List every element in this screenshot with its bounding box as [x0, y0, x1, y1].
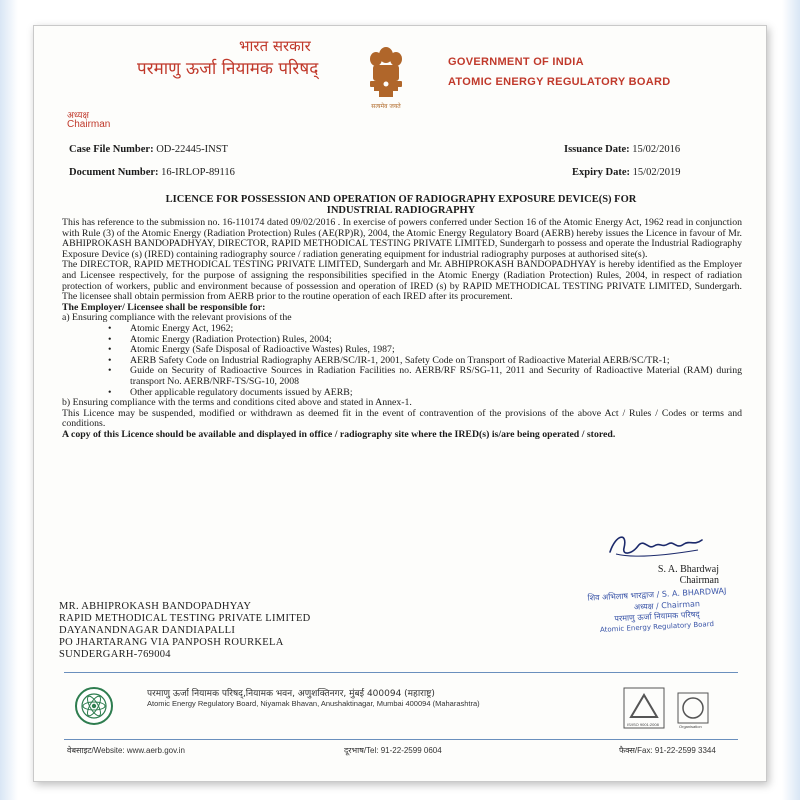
- list-item: • Guide on Security of Radioactive Sources in Radiation Facilities no. AERB/RF RS/SG-11, 2011 and Security of Radioactive Material (RAM) during transport No. AERB/NRF-TS/SG-10, 2008: [108, 366, 742, 387]
- paragraph-reference: This has reference to the submission no. 16-110174 dated 09/02/2016 . In exercise of powers conferred under Section 16 of the Atomic Energy Act, 1962 read in conjunction with Rule (3) of the Atomic Energy (Radiation Protection) Rules (AE(RP)R), 2004, the Atomic Energy Regulatory Board (AERB) hereby issues the Licence in favour of Mr. ABHIPROKASH BANDOPADHYAY, DIRECTOR, RAPID METHODICAL TESTING PRIVATE LIMITED, Sundergarh to possess and operate the Industrial Radiography Exposure Device (s) (IRED) containing radiography source / radiation generating equipment for industrial radiography purposes at authorised site(s).: [62, 217, 742, 260]
- chairman-hindi: अध्यक्ष: [67, 111, 89, 121]
- expiry-label: Expiry Date:: [572, 167, 631, 178]
- item-b: b) Ensuring compliance with the terms and conditions cited above and stated in Annex-1.: [62, 397, 412, 409]
- national-emblem-icon: [361, 41, 411, 109]
- handwritten-signature: [602, 524, 712, 564]
- case-file-number: [69, 144, 228, 155]
- footer-telephone: दूरभाष/Tel: 91-22-2599 0604: [344, 746, 442, 755]
- footer-english-address: Atomic Energy Regulatory Board, Niyamak Bhavan, Anushaktinagar, Mumbai 400094 (Maharashtra): [147, 699, 480, 708]
- official-stamp: [582, 586, 732, 634]
- list-item: • Atomic Energy (Safe Disposal of Radioactive Wastes) Rules, 1987;: [108, 345, 742, 356]
- stamp-line1: शिव अभिलाष भारद्वाज / S. A. BHARDWAJ: [587, 586, 727, 603]
- paragraph-employer: The DIRECTOR, RAPID METHODICAL TESTING PRIVATE LIMITED, Sundergarh and Mr. ABHIPROKASH BANDOPADHYAY is hereby identified as the Employer and Licensee respectively, for the purpose of assigning the responsibilities specified in the Atomic Energy (Radiation Protection) Rules, 2004, in respect of radiation protection of workers, public and environment because of possession and operation of IRED (s) by RAPID METHODICAL TESTING PRIVATE LIMITED, Sundergarh. The licensee shall obtain permission from AERB prior to the routine operation of each IRED after its procurement.: [62, 259, 742, 303]
- footer-hindi-address: परमाणु ऊर्जा नियामक परिषद्,नियामक भवन, अणुशक्तिनगर, मुंबई 400094 (महाराष्ट्र): [147, 689, 435, 699]
- paragraph-display-copy: A copy of this Licence should be available and displayed in office / radiography site where the IRED(s) is/are being operated / stored.: [62, 428, 616, 440]
- address-line4: PO JHARTARANG VIA PANPOSH ROURKELA: [59, 637, 284, 648]
- issuance-value: 15/02/2016: [632, 144, 681, 155]
- list-item: • AERB Safety Code on Industrial Radiography AERB/SC/IR-1, 2001, Safety Code on Transport of Radioactive Material AERB/SC/TR-1;: [108, 356, 742, 367]
- footer-divider-bottom: [64, 739, 738, 740]
- footer-website: वेबसाइट/Website: www.aerb.gov.in: [67, 746, 185, 755]
- address-line1: MR. ABHIPROKASH BANDOPADHYAY: [59, 601, 252, 612]
- title-line1: LICENCE FOR POSSESSION AND OPERATION OF RADIOGRAPHY EXPOSURE DEVICE(S) FOR: [165, 194, 637, 205]
- emblem-caption: सत्यमेव जयते: [371, 103, 401, 110]
- paragraph-suspension: This Licence may be suspended, modified or withdrawn as deemed fit in the event of contravention of the provisions of the above Act / Rules / Codes or terms and conditions.: [62, 407, 742, 430]
- recipient-address: [59, 601, 311, 661]
- signatory-designation: Chairman: [679, 575, 719, 586]
- list-item: • Atomic Energy (Radiation Protection) Rules, 2004;: [108, 335, 742, 346]
- address-line2: RAPID METHODICAL TESTING PRIVATE LIMITED: [59, 613, 311, 624]
- aerb-logo-icon: [74, 686, 114, 726]
- header-english-line2: ATOMIC ENERGY REGULATORY BOARD: [448, 76, 671, 88]
- expiry-date: [572, 167, 681, 178]
- iso-certification-icon: [623, 687, 727, 729]
- list-item: • Atomic Energy Act, 1962;: [108, 324, 742, 335]
- responsibility-heading: The Employer/ Licensee shall be responsible for:: [62, 301, 266, 313]
- expiry-value: 15/02/2019: [632, 167, 681, 178]
- item-a: a) Ensuring compliance with the relevant provisions of the: [62, 312, 292, 324]
- case-file-label: Case File Number:: [69, 144, 154, 155]
- cert-text: IS/ISO 9001:2008: [627, 722, 659, 727]
- stamp-line4: Atomic Energy Regulatory Board: [599, 620, 715, 634]
- title-line2: INDUSTRIAL RADIOGRAPHY: [326, 205, 476, 216]
- case-file-value: OD-22445-INST: [156, 144, 228, 155]
- document-number: [69, 167, 235, 178]
- list-item: • Other applicable regulatory documents issued by AERB;: [108, 388, 742, 399]
- stamp-line3: परमाणु ऊर्जा नियामक परिषद्: [614, 609, 700, 624]
- document-label: Document Number:: [69, 167, 159, 178]
- footer-divider-top: [64, 672, 738, 673]
- address-line3: DAYANANDNAGAR DANDIAPALLI: [59, 625, 236, 636]
- footer-fax: फैक्स/Fax: 91-22-2599 3344: [619, 746, 716, 755]
- header-hindi-line2: परमाणु ऊर्जा नियामक परिषद्: [137, 59, 319, 79]
- licence-title: [64, 194, 738, 216]
- provisions-list: [108, 324, 742, 398]
- issuance-label: Issuance Date:: [564, 144, 630, 155]
- issuance-date: [564, 144, 680, 155]
- cert-org: Organisation: [679, 724, 702, 729]
- licence-document: [33, 25, 767, 782]
- address-line5: SUNDERGARH-769004: [59, 649, 171, 660]
- header-hindi-line1: भारत सरकार: [239, 37, 311, 55]
- chairman-english: Chairman: [67, 119, 111, 130]
- licence-body: [62, 218, 742, 440]
- signatory-name: S. A. Bhardwaj: [657, 564, 719, 575]
- header-english-line1: GOVERNMENT OF INDIA: [448, 56, 584, 68]
- document-value: 16-IRLOP-89116: [161, 167, 235, 178]
- stamp-line2: अध्यक्ष / Chairman: [633, 599, 701, 612]
